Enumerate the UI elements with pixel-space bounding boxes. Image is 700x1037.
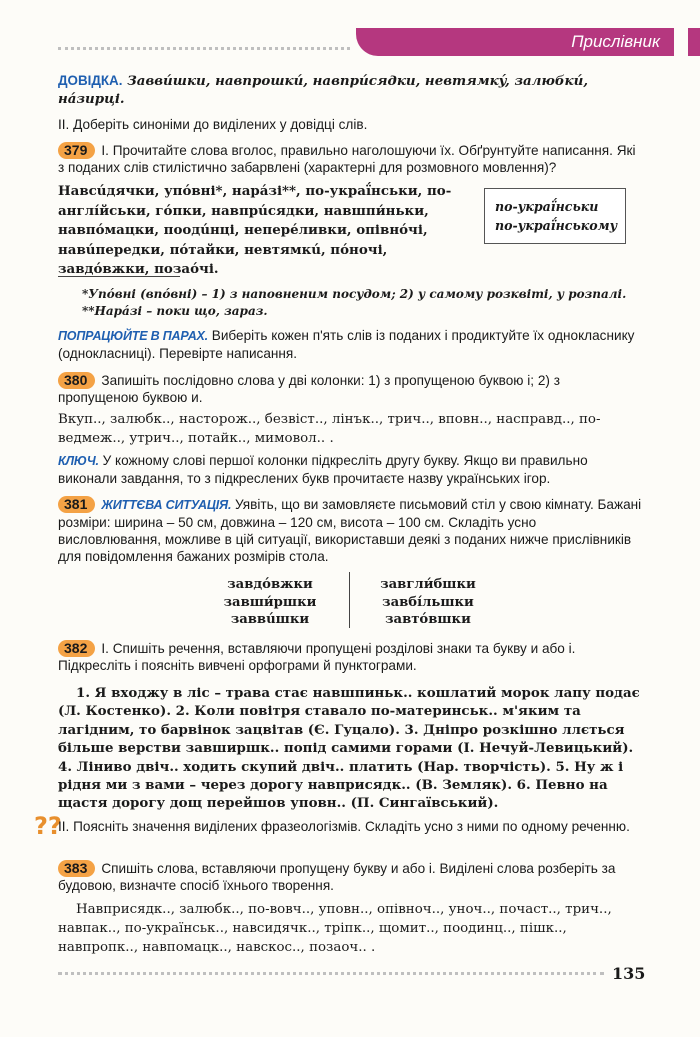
exercise-number: 382	[58, 640, 95, 657]
header-dotted-line	[58, 47, 350, 50]
exercise-383-words: Навприсядк.., залюбк.., по-вовч.., уповн.., опівноч.., уноч.., почаст.., трич.., навпак.., по-українськ.., навсидячк.., тріпк.., щомит.., поодинц.., пішк.., навпропк.., навпомацк.., навскос.., позаоч.. .	[58, 902, 612, 955]
adverb-column-right	[366, 576, 490, 629]
footnote-1: *Упóвні (впóвні) – 1) з наповненим посудом; 2) у самому розквіті, у розпалі.	[82, 287, 627, 301]
exercise-382-text	[58, 640, 642, 674]
exercise-379-part2	[58, 327, 642, 362]
exercise-instruction: Спишіть слова, вставляючи пропущену букву и або і. Виділені слова розберіть за будовою, визначте спосіб їхнього творення.	[58, 861, 616, 893]
exercise-instruction: Уявіть, що ви замовляєте письмовий стіл у свою кімнату. Бажані розміри: ширина – 50 см, довжина – 120 см, висота – 100 см. Складіть усно висловлювання, можливе в цій ситуації, використавши деякі з поданих нижче прислівників для повідомлення бажаних розмірів стола.	[58, 497, 642, 564]
dovidka-words: Заввúшки, навпрошкú, навпрúсядки, невтямкý, залюбкú, нáзирці.	[58, 73, 589, 107]
key-label: КЛЮЧ.	[58, 454, 99, 468]
section-title: Прислівник	[571, 32, 660, 51]
adverb-column-left	[208, 576, 332, 629]
key-text: У кожному слові першої колонки підкресліть другу букву. Якщо ви правильно виконали завдання, то з підкреслених букв прочитаєте назву українських ігор.	[58, 453, 588, 486]
box-line-2: по-украї́нському	[495, 218, 618, 233]
adverb-item: завбі́льшки	[382, 594, 474, 610]
adverb-item: завгли́бшки	[380, 577, 476, 592]
exercise-382-part2: II. Поясніть значення виділених фразеологізмів. Складіть усно з ними по одному реченню.	[58, 819, 630, 834]
task-intro: II. Доберіть синоніми до виділених у довідці слів.	[58, 117, 368, 132]
footnote-2: **Нарáзі – поки що, зараз.	[82, 304, 268, 318]
exercise-instruction: I. Прочитайте слова вголос, правильно наголошуючи їх. Обґрунтуйте написання. Які з поданих слів стилістично забарвлені (характерні для розмовного мовлення)?	[58, 143, 636, 175]
adverb-item: завдóвжки	[227, 577, 313, 592]
page-number: 135	[612, 964, 646, 983]
adverb-item: завши́ршки	[223, 594, 317, 610]
exercise-381-text	[58, 496, 642, 565]
adverb-item: заввúшки	[230, 612, 310, 627]
exercise-380-key	[58, 452, 642, 487]
dovidka-block	[58, 72, 642, 108]
adverb-item: завтóвшки	[385, 612, 471, 627]
exercise-380-text	[58, 372, 642, 406]
exercise-379-text	[58, 142, 642, 176]
box-line-1: по-украї́нськи	[495, 199, 599, 214]
footnote-rule	[58, 276, 180, 277]
life-situation-label: ЖИТТЄВА СИТУАЦІЯ.	[101, 498, 232, 512]
page-edge-strip	[688, 28, 700, 56]
exercise-number: 381	[58, 496, 95, 513]
exercise-380-words: Вкуп.., залюбк.., насторож.., безвіст.., лінък.., трич.., вповн.., насправд.., по-ведмеж.., утрич.., потайк.., мимовол.. .	[58, 412, 601, 446]
pair-work-text: Виберіть кожен п'ять слів із поданих і продиктуйте їх однокласнику (однокласниці). Перевірте написання.	[58, 328, 635, 361]
exercise-379-words: Навсúдячки, упóвні*, нарáзі**, по-украї́нськи, по-англі́йськи, гóпки, навпрúсядки, навшпи́ньки, навпóмацки, поодúнці, неперéливки, опівнóчі, навúпередки, пóтайки, невтямкú, пóночі, завдóвжки, позаóчі.	[58, 183, 452, 277]
exercise-382-sentences: 1. Я входжу в ліс – трава стає навшпиньк.. кошлатий морок лапу подає (Л. Костенко). 2. Коли повітря ставало по-материнськ.. м'яким та лагідним, то барвінок зацвітав (Є. Гуцало). 3. Дніпро розкішно ллється більше верстви завширшк.. попід самими горами (І. Нечуй-Левицький). 4. Ліниво двіч.. ходить скупий двіч.. платить (Нар. творчість). 5. Ну ж і рідня ми з вами – через дорогу навприсядк.. (В. Земляк). 6. Певно на щастя дорогу дощ перейшов уповн.. (П. Сингаївський).	[58, 685, 640, 812]
column-divider	[349, 572, 350, 628]
exercise-number: 383	[58, 860, 95, 877]
exercise-instruction: I. Спишіть речення, вставляючи пропущені розділові знаки та букву и або і. Підкресліть і поясніть вивчені орфограми й пунктограми.	[58, 641, 576, 673]
stress-example-box	[484, 188, 626, 244]
question-marks-icon: ??	[34, 812, 62, 840]
exercise-number: 379	[58, 142, 95, 159]
header-section-tab	[356, 28, 674, 56]
exercise-number: 380	[58, 372, 95, 389]
pair-work-label: ПОПРАЦЮЙТЕ В ПАРАХ.	[58, 329, 208, 343]
dovidka-label: ДОВІДКА.	[58, 73, 123, 88]
exercise-instruction: Запишіть послідовно слова у дві колонки: 1) з пропущеною буквою і; 2) з пропущеною буквою и.	[58, 373, 560, 405]
footer-dotted-line	[58, 972, 604, 975]
exercise-383-text	[58, 860, 642, 894]
